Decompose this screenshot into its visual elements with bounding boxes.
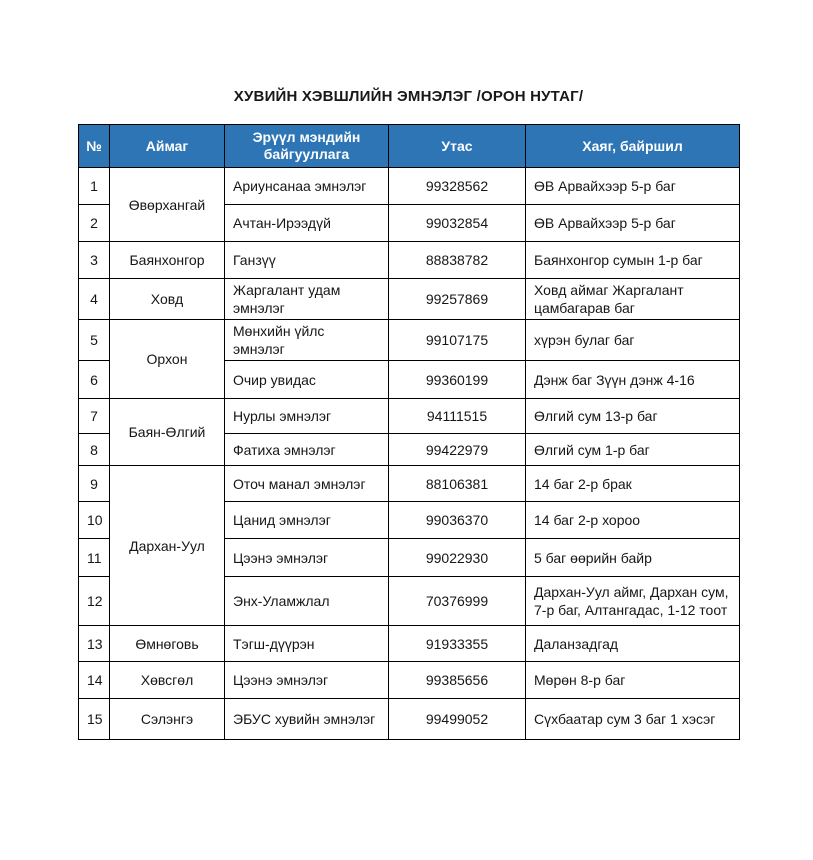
cell-org: Цээнэ эмнэлэг [225, 539, 389, 577]
cell-address: Мөрөн 8-р баг [526, 662, 740, 699]
cell-org: Ганзүү [225, 242, 389, 279]
cell-aimag: Дархан-Уул [110, 466, 225, 626]
cell-phone: 91933355 [389, 626, 526, 662]
cell-phone: 99360199 [389, 361, 526, 399]
column-header-no: № [79, 125, 110, 168]
cell-org: Нурлы эмнэлэг [225, 399, 389, 434]
cell-aimag: Баянхонгор [110, 242, 225, 279]
cell-org: Энх-Уламжлал [225, 577, 389, 626]
cell-phone: 99032854 [389, 205, 526, 242]
cell-phone: 99385656 [389, 662, 526, 699]
cell-org: Цанид эмнэлэг [225, 502, 389, 539]
table-header [79, 125, 740, 168]
cell-address: ӨВ Арвайхээр 5-р баг [526, 168, 740, 205]
cell-org: ЭБУС хувийн эмнэлэг [225, 699, 389, 740]
cell-org: Цээнэ эмнэлэг [225, 662, 389, 699]
cell-address: ӨВ Арвайхээр 5-р баг [526, 205, 740, 242]
cell-phone: 99022930 [389, 539, 526, 577]
cell-no: 7 [79, 399, 110, 434]
cell-no: 10 [79, 502, 110, 539]
cell-no: 3 [79, 242, 110, 279]
cell-no: 13 [79, 626, 110, 662]
cell-no: 15 [79, 699, 110, 740]
table-body [79, 168, 740, 740]
cell-org: Оточ манал эмнэлэг [225, 466, 389, 502]
cell-address: хүрэн булаг баг [526, 320, 740, 361]
cell-aimag: Сэлэнгэ [110, 699, 225, 740]
cell-aimag: Өмнөговь [110, 626, 225, 662]
cell-aimag: Хөвсгөл [110, 662, 225, 699]
cell-phone: 94111515 [389, 399, 526, 434]
table-row [79, 399, 740, 434]
cell-no: 6 [79, 361, 110, 399]
table-row [79, 320, 740, 361]
cell-address: Даланзадгад [526, 626, 740, 662]
cell-phone: 99107175 [389, 320, 526, 361]
cell-phone: 99257869 [389, 279, 526, 320]
table-row [79, 466, 740, 502]
cell-org: Фатиха эмнэлэг [225, 434, 389, 466]
column-header-org: Эрүүл мэндийн байгууллага [225, 125, 389, 168]
cell-org: Ачтан-Ирээдүй [225, 205, 389, 242]
column-header-address: Хаяг, байршил [526, 125, 740, 168]
cell-no: 11 [79, 539, 110, 577]
cell-no: 5 [79, 320, 110, 361]
table-row [79, 168, 740, 205]
cell-aimag: Өвөрхангай [110, 168, 225, 242]
cell-aimag: Орхон [110, 320, 225, 399]
page-title: ХУВИЙН ХЭВШЛИЙН ЭМНЭЛЭГ /ОРОН НУТАГ/ [233, 88, 584, 105]
cell-phone: 70376999 [389, 577, 526, 626]
cell-phone: 88838782 [389, 242, 526, 279]
cell-address: Дархан-Уул аймг, Дархан сум, 7-р баг, Алтангадас, 1-12 тоот [526, 577, 740, 626]
table-row [79, 626, 740, 662]
cell-aimag: Баян-Өлгий [110, 399, 225, 466]
cell-aimag: Ховд [110, 279, 225, 320]
cell-phone: 99328562 [389, 168, 526, 205]
column-header-aimag: Аймаг [110, 125, 225, 168]
cell-no: 2 [79, 205, 110, 242]
cell-address: Ховд аймаг Жаргалант цамбагарав баг [526, 279, 740, 320]
cell-org: Тэгш-дүүрэн [225, 626, 389, 662]
header-row [79, 125, 740, 168]
cell-address: Өлгий сум 13-р баг [526, 399, 740, 434]
cell-no: 8 [79, 434, 110, 466]
table-row [79, 662, 740, 699]
cell-address: 14 баг 2-р хороо [526, 502, 740, 539]
hospitals-table [78, 124, 740, 740]
cell-no: 14 [79, 662, 110, 699]
cell-address: 5 баг өөрийн байр [526, 539, 740, 577]
cell-address: Дэнж баг Зүүн дэнж 4-16 [526, 361, 740, 399]
cell-org: Жаргалант удам эмнэлэг [225, 279, 389, 320]
cell-address: Өлгий сум 1-р баг [526, 434, 740, 466]
column-header-phone: Утас [389, 125, 526, 168]
cell-org: Мөнхийн үйлс эмнэлэг [225, 320, 389, 361]
table-row [79, 279, 740, 320]
cell-address: Баянхонгор сумын 1-р баг [526, 242, 740, 279]
table-row [79, 699, 740, 740]
cell-phone: 99422979 [389, 434, 526, 466]
cell-address: 14 баг 2-р брак [526, 466, 740, 502]
cell-org: Очир увидас [225, 361, 389, 399]
cell-no: 1 [79, 168, 110, 205]
cell-no: 12 [79, 577, 110, 626]
cell-org: Ариунсанаа эмнэлэг [225, 168, 389, 205]
cell-phone: 99499052 [389, 699, 526, 740]
cell-phone: 99036370 [389, 502, 526, 539]
cell-no: 9 [79, 466, 110, 502]
table-row [79, 242, 740, 279]
cell-address: Сүхбаатар сум 3 баг 1 хэсэг [526, 699, 740, 740]
cell-no: 4 [79, 279, 110, 320]
cell-phone: 88106381 [389, 466, 526, 502]
